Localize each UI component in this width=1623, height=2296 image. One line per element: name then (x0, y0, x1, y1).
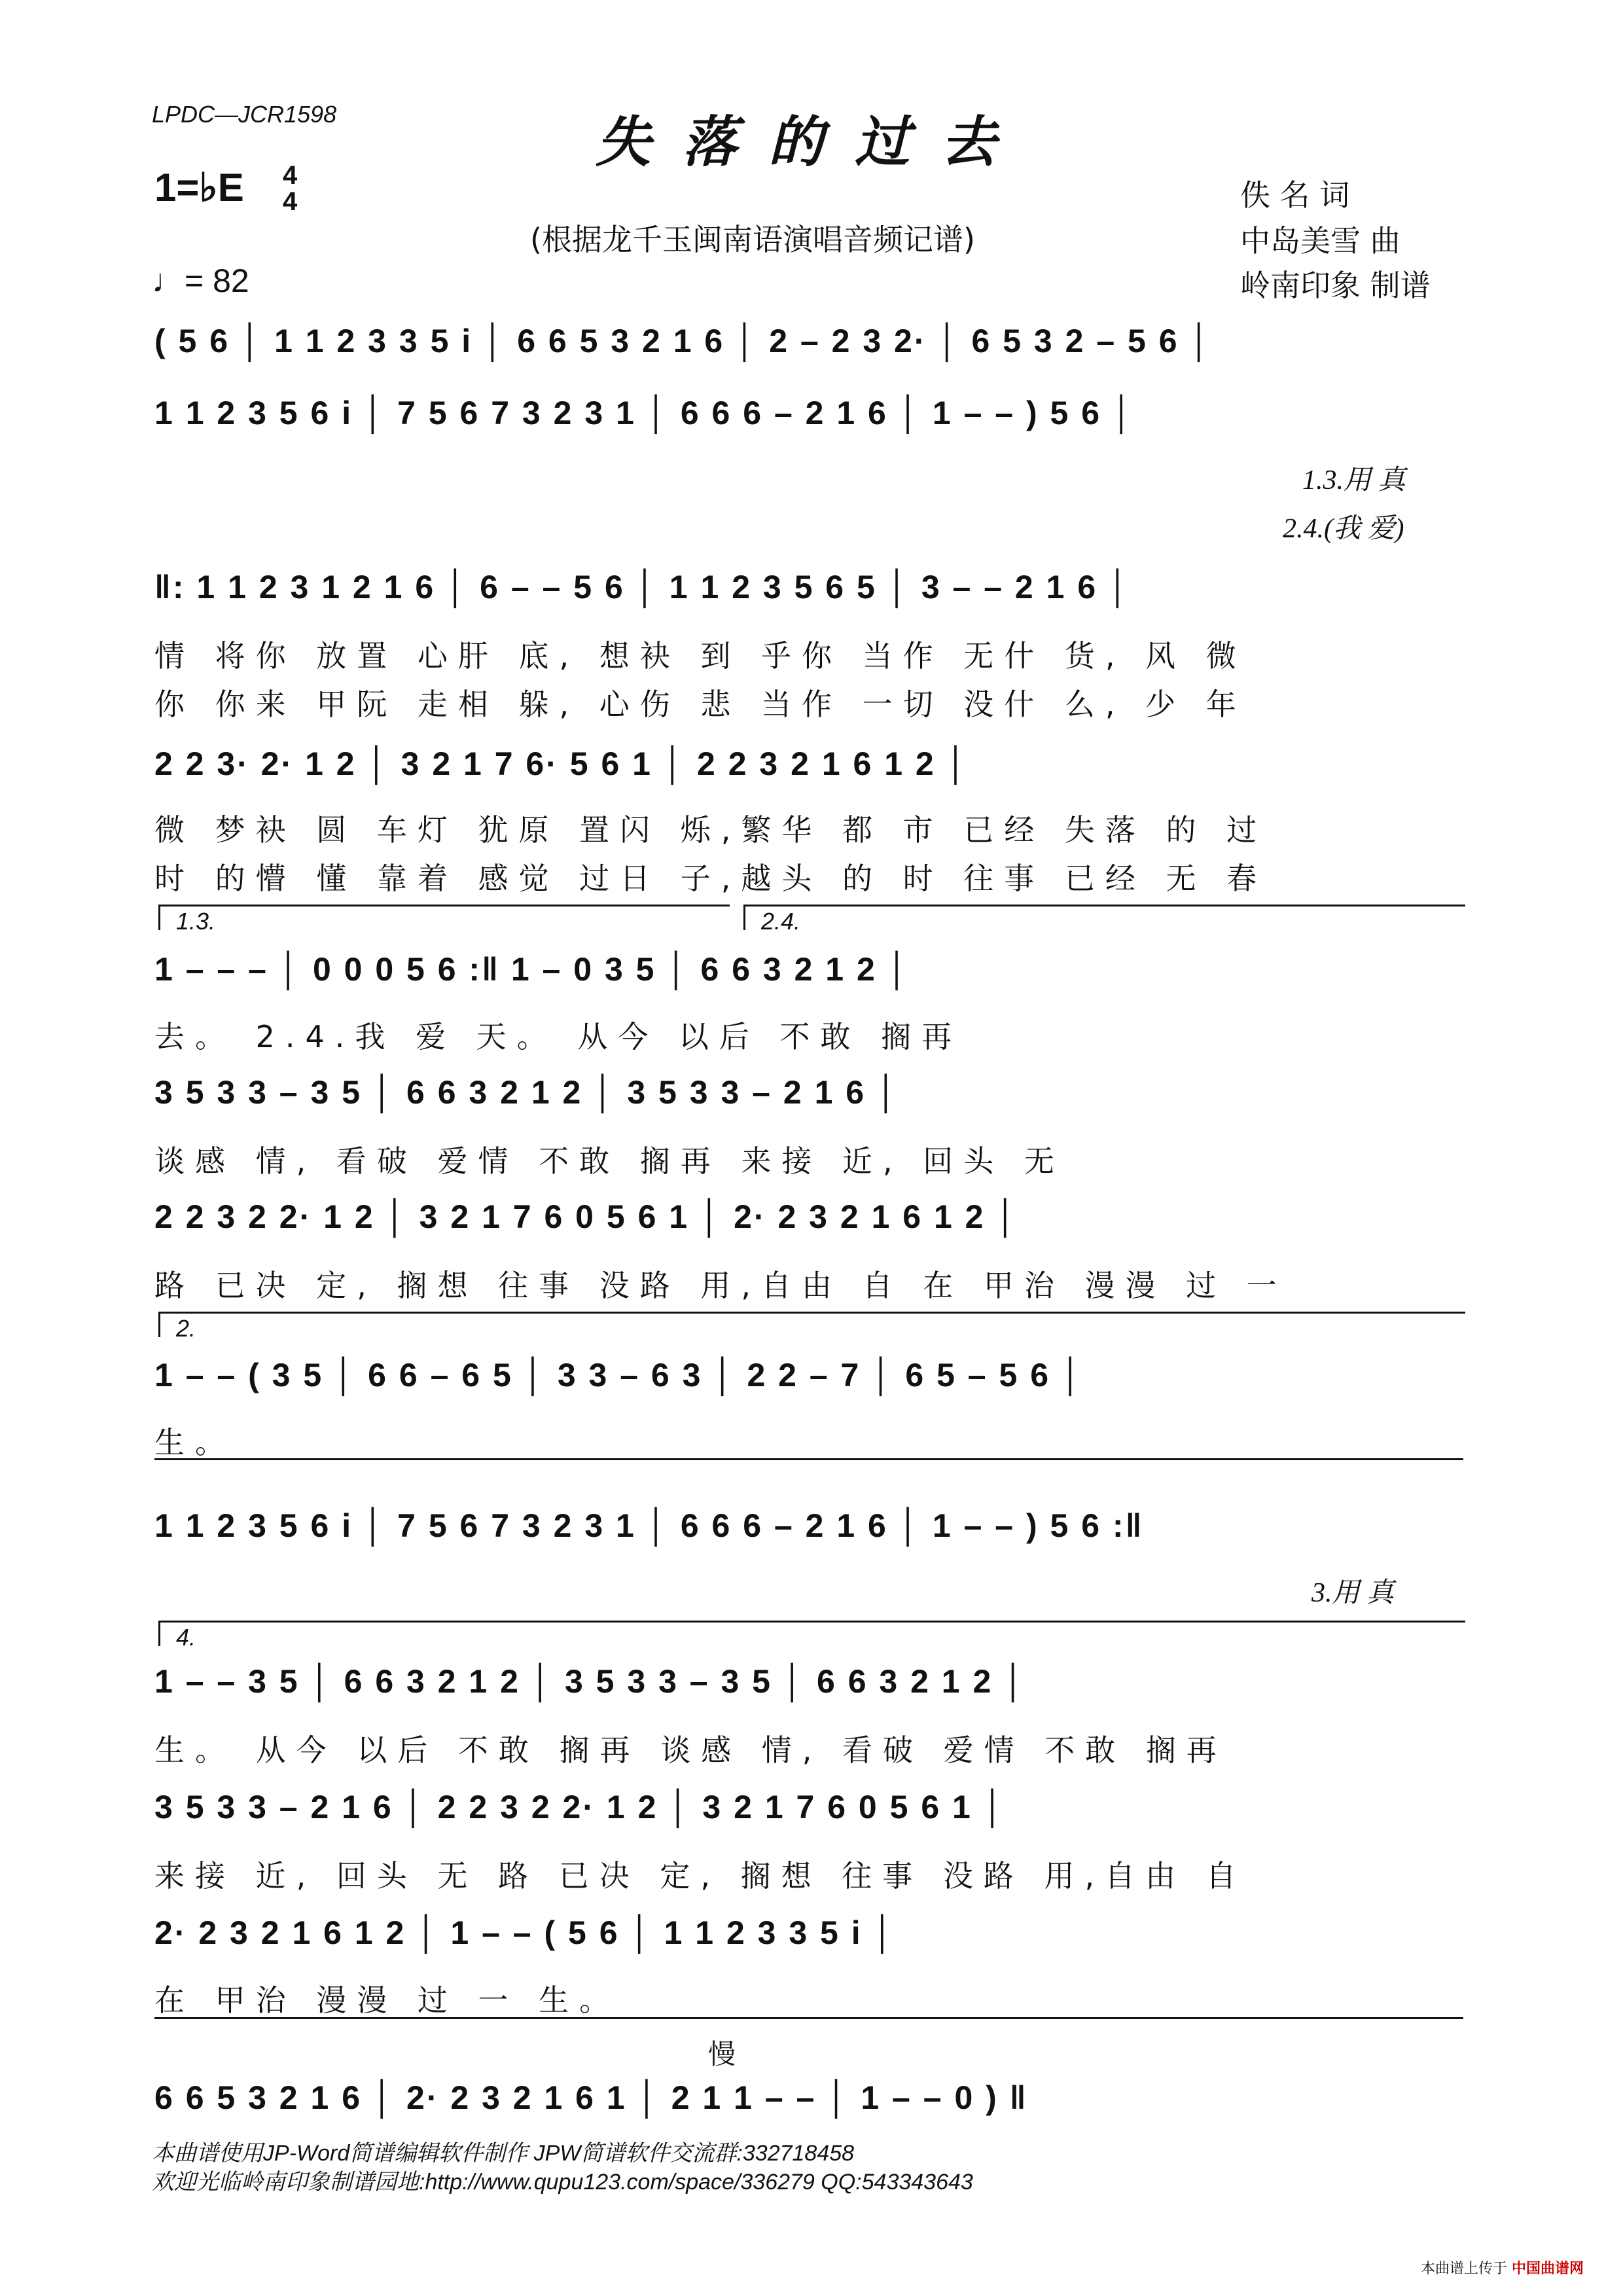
notation-row-9: 1 1 2 3 5 6 i │ 7 5 6 7 3 2 3 1 │ 6 6 6 – 2 1 6 │ 1 – – ) 5 6 :‖ (154, 1507, 1144, 1544)
lyric-row-3-verse-2: 你 你来 甲阮 走相 躲, 心伤 悲 当作 一切 没什 么, 少 年 (154, 687, 1247, 722)
notation-row-11: 3 5 3 3 – 2 1 6 │ 2 2 3 2 2· 1 2 │ 3 2 1 7 6 0 5 6 1 │ (154, 1789, 1006, 1825)
watermark (1421, 2257, 1584, 2278)
subtitle: (根据龙千玉闽南语演唱音频记谱) (530, 222, 975, 257)
composer: 中岛美雪 曲 (1240, 223, 1400, 259)
lyric-row-11: 来接 近, 回头 无 路 已决 定, 搁想 往事 没路 用,自由 自 (154, 1858, 1247, 1893)
lyricist: 佚 名 词 (1240, 177, 1350, 213)
volta-bracket-3 (158, 1312, 1465, 1342)
volta-label-2: 2.4. (761, 908, 801, 935)
notation-row-1: ( 5 6 │ 1 1 2 3 3 5 i │ 6 6 5 3 2 1 6 │ 2 – 2 3 2· │ 6 5 3 2 – 5 6 │ (154, 323, 1213, 359)
volta-bracket-2 (743, 905, 1465, 935)
lyric-row-4-verse-2: 时 的懵 懂 靠着 感觉 过日 子,越头 的 时 往事 已经 无 春 (154, 861, 1268, 896)
volta-label-3: 2. (176, 1315, 196, 1342)
notation-row-10: 1 – – 3 5 │ 6 6 3 2 1 2 │ 3 5 3 3 – 3 5 │ 6 6 3 2 1 2 │ (154, 1663, 1027, 1700)
lyric-row-6: 谈感 情, 看破 爱情 不敢 搁再 来接 近, 回头 无 (154, 1143, 1065, 1179)
notation-row-5: 1 – – – │ 0 0 0 5 6 :‖ 1 – 0 3 5 │ 6 6 3 2 1 2 │ (154, 951, 910, 988)
notation-row-3: ‖: 1 1 2 3 1 2 1 6 │ 6 – – 5 6 │ 1 1 2 3 5 6 5 │ 3 – – 2 1 6 │ (154, 569, 1132, 605)
arranger: 岭南印象 制谱 (1240, 268, 1431, 303)
volta-label-1: 1.3. (176, 908, 216, 935)
footer-line-1: 本曲谱使用JP-Word简谱编辑软件制作 JPW简谱软件交流群:332718458 (152, 2141, 855, 2166)
watermark-site: 中国曲谱网 (1511, 2261, 1584, 2277)
notation-row-6: 3 5 3 3 – 3 5 │ 6 6 3 2 1 2 │ 3 5 3 3 – 2 1 6 │ (154, 1074, 900, 1111)
key-signature: 1=♭E (154, 166, 244, 209)
verse-note-3: 3.用 真 (1311, 1578, 1395, 1608)
notation-row-13: 6 6 5 3 2 1 6 │ 2· 2 3 2 1 6 1 │ 2 1 1 – – │ 1 – – 0 ) ‖ (154, 2079, 1028, 2116)
volta-bracket-4 (158, 1621, 1465, 1651)
lyric-row-5: 去。 2.4.我 爱 天。 从今 以后 不敢 搁再 (154, 1019, 963, 1054)
footer-line-2: 欢迎光临岭南印象制谱园地:http://www.qupu123.com/space/336279 QQ:543343643 (152, 2170, 973, 2195)
volta-bracket-1 (158, 905, 730, 935)
tempo: ♩= 82 (152, 262, 249, 299)
score-code: LPDC—JCR1598 (152, 101, 337, 128)
lyric-row-10: 生。 从今 以后 不敢 搁再 谈感 情, 看破 爱情 不敢 搁再 (154, 1732, 1227, 1768)
lyric-row-7: 路 已决 定, 搁想 往事 没路 用,自由 自 在 甲治 漫漫 过 一 (154, 1268, 1287, 1303)
song-title: 失落的过去 (595, 109, 1027, 174)
watermark-prefix: 本曲谱上传于 (1420, 2261, 1507, 2277)
notation-row-4: 2 2 3· 2· 1 2 │ 3 2 1 7 6· 5 6 1 │ 2 2 3 2 1 6 1 2 │ (154, 745, 969, 782)
lyric-row-4-verse-1: 微 梦袂 圆 车灯 犹原 置闪 烁,繁华 都 市 已经 失落 的 过 (154, 812, 1268, 848)
notation-row-2: 1 1 2 3 5 6 i │ 7 5 6 7 3 2 3 1 │ 6 6 6 – 2 1 6 │ 1 – – ) 5 6 │ (154, 395, 1135, 431)
tempo-mark-slow: 慢 (708, 2038, 736, 2070)
notation-row-12: 2· 2 3 2 1 6 1 2 │ 1 – – ( 5 6 │ 1 1 2 3 3 5 i │ (154, 1914, 896, 1951)
lyric-row-3-verse-1: 情 将你 放置 心肝 底, 想袂 到 乎你 当作 无什 货, 风 微 (154, 638, 1247, 673)
lyric-row-12: 在 甲治 漫漫 过 一 生。 (154, 1982, 620, 2018)
lyric-row-8: 生。 (154, 1425, 236, 1460)
notation-row-7: 2 2 3 2 2· 1 2 │ 3 2 1 7 6 0 5 6 1 │ 2· 2 3 2 1 6 1 2 │ (154, 1198, 1019, 1235)
verse-note-1-3: 1.3.用 真 (1302, 465, 1406, 495)
system-line-9 (154, 1458, 1463, 1460)
notation-row-8: 1 – – ( 3 5 │ 6 6 – 6 5 │ 3 3 – 6 3 │ 2 2 – 7 │ 6 5 – 5 6 │ (154, 1357, 1084, 1393)
time-bottom: 4 (283, 187, 298, 216)
volta-label-4: 4. (176, 1624, 196, 1651)
time-top: 4 (283, 161, 298, 190)
verse-note-2-4: 2.4.(我 爱) (1283, 514, 1404, 544)
time-signature (283, 162, 297, 215)
system-line-13 (154, 2017, 1463, 2019)
